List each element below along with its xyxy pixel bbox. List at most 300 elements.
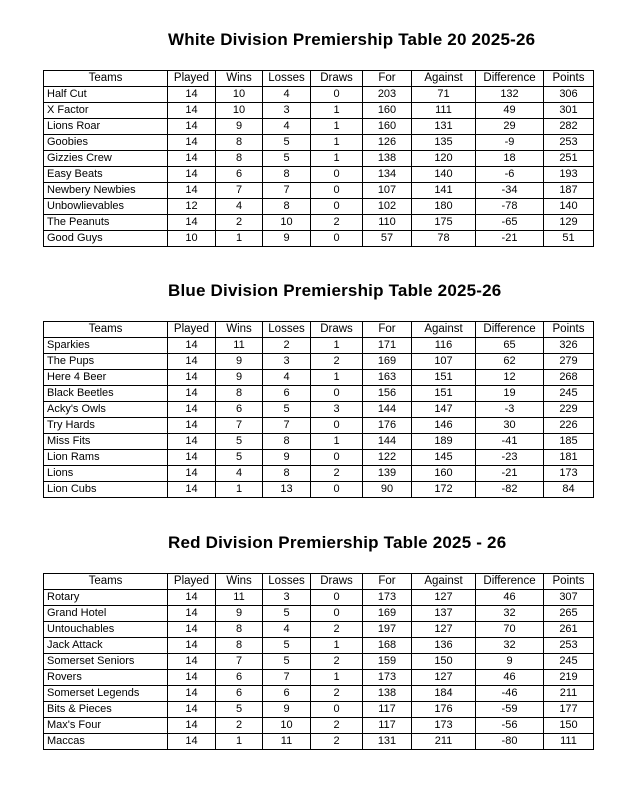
header-row [44,322,594,338]
table-row [44,450,594,466]
stat-cell: 144 [363,434,412,450]
column-header: Losses [263,322,311,338]
table-row [44,199,594,215]
stat-cell: 2 [311,354,363,370]
column-header: Points [544,322,594,338]
stat-cell: 197 [363,622,412,638]
table-row [44,183,594,199]
table-row [44,119,594,135]
column-header: Points [544,574,594,590]
stat-cell: 0 [311,167,363,183]
stat-cell: 10 [263,215,311,231]
stat-cell: 150 [544,718,594,734]
stat-cell: 4 [263,622,311,638]
stat-cell: 14 [168,386,216,402]
table-row [44,622,594,638]
stat-cell: 6 [216,670,263,686]
stat-cell: 160 [363,119,412,135]
stat-cell: 7 [216,654,263,670]
stat-cell: 265 [544,606,594,622]
stat-cell: 0 [311,606,363,622]
stat-cell: 32 [476,638,544,654]
stat-cell: 14 [168,119,216,135]
stat-cell: 203 [363,87,412,103]
stat-cell: 1 [311,434,363,450]
team-name-cell: Rotary [44,590,168,606]
stat-cell: 14 [168,183,216,199]
stat-cell: -6 [476,167,544,183]
stat-cell: -21 [476,231,544,247]
stat-cell: 146 [412,418,476,434]
stat-cell: 140 [412,167,476,183]
table-row [44,167,594,183]
stat-cell: 5 [263,135,311,151]
stat-cell: -59 [476,702,544,718]
stat-cell: 8 [216,386,263,402]
stat-cell: 129 [544,215,594,231]
stat-cell: 147 [412,402,476,418]
stat-cell: 137 [412,606,476,622]
table-row [44,482,594,498]
stat-cell: 8 [263,199,311,215]
stat-cell: 14 [168,87,216,103]
team-name-cell: Gizzies Crew [44,151,168,167]
stat-cell: 160 [412,466,476,482]
table-row [44,606,594,622]
stat-cell: 8 [216,135,263,151]
stat-cell: 49 [476,103,544,119]
stat-cell: -46 [476,686,544,702]
stat-cell: 1 [311,338,363,354]
stat-cell: 136 [412,638,476,654]
stat-cell: 2 [216,718,263,734]
column-header: Wins [216,71,263,87]
stat-cell: 9 [476,654,544,670]
stat-cell: 8 [216,622,263,638]
stat-cell: 2 [311,622,363,638]
stat-cell: 8 [263,466,311,482]
table-row [44,135,594,151]
team-name-cell: Lion Rams [44,450,168,466]
stat-cell: 0 [311,386,363,402]
stat-cell: 6 [216,686,263,702]
stat-cell: 14 [168,466,216,482]
stat-cell: 306 [544,87,594,103]
team-name-cell: Half Cut [44,87,168,103]
stat-cell: 4 [216,466,263,482]
stat-cell: 14 [168,103,216,119]
column-header: Against [412,322,476,338]
stat-cell: 12 [476,370,544,386]
table-row [44,354,594,370]
column-header: Teams [44,322,168,338]
white-division-title: White Division Premiership Table 20 2025-26 [168,30,536,49]
stat-cell: 7 [263,183,311,199]
stat-cell: 4 [263,119,311,135]
stat-cell: 326 [544,338,594,354]
team-name-cell: Untouchables [44,622,168,638]
stat-cell: 0 [311,590,363,606]
white-division-section [0,30,626,247]
stat-cell: 245 [544,386,594,402]
team-name-cell: Lions [44,466,168,482]
stat-cell: 14 [168,654,216,670]
stat-cell: 176 [363,418,412,434]
column-header: Against [412,574,476,590]
stat-cell: 135 [412,135,476,151]
stat-cell: 2 [263,338,311,354]
team-name-cell: Miss Fits [44,434,168,450]
stat-cell: 10 [216,87,263,103]
stat-cell: 18 [476,151,544,167]
stat-cell: 14 [168,590,216,606]
red-division-section [0,533,626,750]
stat-cell: 151 [412,386,476,402]
table-row [44,418,594,434]
stat-cell: 2 [311,718,363,734]
stat-cell: 32 [476,606,544,622]
stat-cell: 4 [216,199,263,215]
stat-cell: 14 [168,167,216,183]
stat-cell: 14 [168,670,216,686]
stat-cell: 62 [476,354,544,370]
stat-cell: 111 [544,734,594,750]
stat-cell: -23 [476,450,544,466]
stat-cell: 1 [216,734,263,750]
column-header: For [363,574,412,590]
stat-cell: 1 [311,135,363,151]
table-row [44,103,594,119]
column-header: Losses [263,71,311,87]
stat-cell: 1 [216,482,263,498]
stat-cell: 9 [216,370,263,386]
column-header: Difference [476,322,544,338]
stat-cell: 127 [412,622,476,638]
team-name-cell: Rovers [44,670,168,686]
stat-cell: 1 [311,119,363,135]
stat-cell: 78 [412,231,476,247]
stat-cell: 131 [412,119,476,135]
stat-cell: 70 [476,622,544,638]
stat-cell: 2 [311,654,363,670]
stat-cell: 175 [412,215,476,231]
stat-cell: 177 [544,702,594,718]
stat-cell: 185 [544,434,594,450]
stat-cell: 29 [476,119,544,135]
stat-cell: 9 [263,450,311,466]
stat-cell: 176 [412,702,476,718]
stat-cell: 140 [544,199,594,215]
team-name-cell: Bits & Pieces [44,702,168,718]
stat-cell: 169 [363,606,412,622]
stat-cell: 9 [216,119,263,135]
stat-cell: 141 [412,183,476,199]
table-row [44,654,594,670]
stat-cell: 150 [412,654,476,670]
team-name-cell: Lions Roar [44,119,168,135]
stat-cell: 159 [363,654,412,670]
column-header: Difference [476,574,544,590]
stat-cell: 3 [263,103,311,119]
stat-cell: 6 [263,386,311,402]
stat-cell: 5 [216,450,263,466]
stat-cell: 6 [216,167,263,183]
stat-cell: 10 [168,231,216,247]
table-row [44,670,594,686]
team-name-cell: Jack Attack [44,638,168,654]
stat-cell: 7 [263,418,311,434]
stat-cell: 14 [168,434,216,450]
stat-cell: 0 [311,183,363,199]
table-row [44,718,594,734]
stat-cell: 156 [363,386,412,402]
stat-cell: 181 [544,450,594,466]
column-header: For [363,71,412,87]
stat-cell: 7 [216,183,263,199]
stat-cell: -78 [476,199,544,215]
stat-cell: 14 [168,606,216,622]
stat-cell: 14 [168,418,216,434]
team-name-cell: Lion Cubs [44,482,168,498]
stat-cell: 7 [263,670,311,686]
stat-cell: 0 [311,418,363,434]
stat-cell: 126 [363,135,412,151]
table-row [44,466,594,482]
team-name-cell: Unbowlievables [44,199,168,215]
stat-cell: 307 [544,590,594,606]
stat-cell: 145 [412,450,476,466]
stat-cell: 117 [363,718,412,734]
header-row [44,71,594,87]
stat-cell: 0 [311,199,363,215]
stat-cell: 46 [476,670,544,686]
stat-cell: 187 [544,183,594,199]
stat-cell: -21 [476,466,544,482]
table-row [44,402,594,418]
stat-cell: 84 [544,482,594,498]
stat-cell: 184 [412,686,476,702]
stat-cell: 107 [412,354,476,370]
stat-cell: 2 [311,686,363,702]
team-name-cell: Goobies [44,135,168,151]
stat-cell: 211 [412,734,476,750]
stat-cell: 14 [168,686,216,702]
stat-cell: 144 [363,402,412,418]
stat-cell: 173 [363,670,412,686]
table-row [44,734,594,750]
blue-division-title: Blue Division Premiership Table 2025-26 [168,281,502,300]
stat-cell: 0 [311,702,363,718]
stat-cell: 173 [363,590,412,606]
stat-cell: -9 [476,135,544,151]
stat-cell: 10 [216,103,263,119]
stat-cell: 138 [363,686,412,702]
stat-cell: 4 [263,87,311,103]
stat-cell: 102 [363,199,412,215]
stat-cell: 2 [311,215,363,231]
stat-cell: 0 [311,482,363,498]
table-row [44,338,594,354]
column-header: Losses [263,574,311,590]
stat-cell: 14 [168,354,216,370]
stat-cell: 111 [412,103,476,119]
stat-cell: 6 [263,686,311,702]
stat-cell: 1 [311,103,363,119]
team-name-cell: Black Beetles [44,386,168,402]
stat-cell: 245 [544,654,594,670]
stat-cell: 14 [168,151,216,167]
column-header: Teams [44,71,168,87]
table-row [44,434,594,450]
column-header: Draws [311,574,363,590]
stat-cell: 1 [311,370,363,386]
stat-cell: 13 [263,482,311,498]
white-division-table [43,70,594,247]
column-header: Against [412,71,476,87]
table-row [44,215,594,231]
stat-cell: 14 [168,402,216,418]
column-header: Played [168,322,216,338]
team-name-cell: Easy Beats [44,167,168,183]
stat-cell: 8 [263,434,311,450]
team-name-cell: The Peanuts [44,215,168,231]
stat-cell: 107 [363,183,412,199]
stat-cell: 211 [544,686,594,702]
stat-cell: 19 [476,386,544,402]
column-header: Wins [216,574,263,590]
stat-cell: 253 [544,135,594,151]
stat-cell: 14 [168,638,216,654]
column-header: Difference [476,71,544,87]
stat-cell: -65 [476,215,544,231]
stat-cell: 9 [216,606,263,622]
team-name-cell: Good Guys [44,231,168,247]
table-row [44,370,594,386]
stat-cell: 110 [363,215,412,231]
stat-cell: 168 [363,638,412,654]
stat-cell: 14 [168,718,216,734]
column-header: Played [168,574,216,590]
stat-cell: 219 [544,670,594,686]
stat-cell: 11 [216,590,263,606]
stat-cell: 8 [216,151,263,167]
stat-cell: 279 [544,354,594,370]
stat-cell: 2 [311,734,363,750]
stat-cell: 14 [168,370,216,386]
team-name-cell: Somerset Legends [44,686,168,702]
stat-cell: 120 [412,151,476,167]
stat-cell: 9 [216,354,263,370]
stat-cell: 1 [311,670,363,686]
stat-cell: 5 [263,151,311,167]
stat-cell: 163 [363,370,412,386]
stat-cell: 169 [363,354,412,370]
stat-cell: 261 [544,622,594,638]
stat-cell: 14 [168,450,216,466]
team-name-cell: Here 4 Beer [44,370,168,386]
stat-cell: 65 [476,338,544,354]
team-name-cell: The Pups [44,354,168,370]
stat-cell: 5 [216,434,263,450]
team-name-cell: Somerset Seniors [44,654,168,670]
column-header: Played [168,71,216,87]
stat-cell: 226 [544,418,594,434]
stat-cell: 5 [263,606,311,622]
team-name-cell: Grand Hotel [44,606,168,622]
stat-cell: 7 [216,418,263,434]
stat-cell: 10 [263,718,311,734]
header-row [44,574,594,590]
stat-cell: 51 [544,231,594,247]
stat-cell: 131 [363,734,412,750]
stat-cell: 30 [476,418,544,434]
stat-cell: -41 [476,434,544,450]
stat-cell: 122 [363,450,412,466]
stat-cell: 1 [311,638,363,654]
stat-cell: 193 [544,167,594,183]
column-header: Teams [44,574,168,590]
stat-cell: 5 [216,702,263,718]
stat-cell: 4 [263,370,311,386]
blue-division-table [43,321,594,498]
stat-cell: 11 [263,734,311,750]
stat-cell: 1 [216,231,263,247]
stat-cell: -56 [476,718,544,734]
stat-cell: 253 [544,638,594,654]
stat-cell: -3 [476,402,544,418]
stat-cell: 139 [363,466,412,482]
stat-cell: 71 [412,87,476,103]
stat-cell: 282 [544,119,594,135]
stat-cell: 173 [412,718,476,734]
table-row [44,638,594,654]
stat-cell: 90 [363,482,412,498]
stat-cell: -80 [476,734,544,750]
stat-cell: 1 [311,151,363,167]
stat-cell: 268 [544,370,594,386]
stat-cell: 8 [263,167,311,183]
stat-cell: -82 [476,482,544,498]
stat-cell: 11 [216,338,263,354]
stat-cell: 0 [311,87,363,103]
column-header: Points [544,71,594,87]
table-row [44,151,594,167]
stat-cell: 0 [311,231,363,247]
column-header: Draws [311,71,363,87]
stat-cell: 14 [168,622,216,638]
stat-cell: 57 [363,231,412,247]
stat-cell: 134 [363,167,412,183]
stat-cell: 117 [363,702,412,718]
team-name-cell: Newbery Newbies [44,183,168,199]
stat-cell: 6 [216,402,263,418]
team-name-cell: Max's Four [44,718,168,734]
stat-cell: 2 [216,215,263,231]
team-name-cell: Try Hards [44,418,168,434]
red-division-title: Red Division Premiership Table 2025 - 26 [168,533,507,552]
stat-cell: 132 [476,87,544,103]
stat-cell: 14 [168,215,216,231]
team-name-cell: X Factor [44,103,168,119]
stat-cell: 9 [263,231,311,247]
stat-cell: 3 [263,354,311,370]
stat-cell: 138 [363,151,412,167]
stat-cell: 173 [544,466,594,482]
stat-cell: 127 [412,670,476,686]
blue-division-section [0,281,626,498]
table-row [44,87,594,103]
stat-cell: 189 [412,434,476,450]
